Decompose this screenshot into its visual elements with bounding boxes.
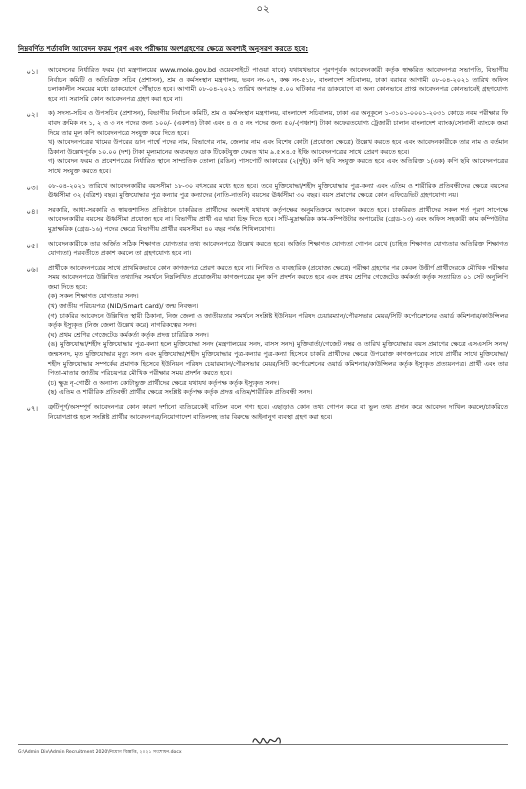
item-paragraph: গ) আবেদন ফরম ও প্রবেশপত্রের নির্ধারিত স্থানে সাম্প্রতিক তোলা (রঙিন) পাসপোর্ট আকারের (২(দুই)) কপি ছবি সংযুক্ত করতে হবে এবং অতিরিক্ত ১(এক) কপি ছবি আবেদনপত্রের সাথে সংযুক্ত করতে হবে। (48, 157, 508, 175)
item-body (48, 264, 508, 398)
item-paragraph: আবেদনকারীকে তার অর্জিত সঠিক শিক্ষাগত যোগ্যতার তথ্য আবেদনপত্রে উল্লেখ করতে হবে। অর্জিত শিক্ষাগত যোগ্যতা গোপন রেখে (চাহিত শিক্ষাগত যোগ্যতার অতিরিক্ত শিক্ষাগত যোগ্যতা) পরবর্তীতে প্রকাশ করলে তা গ্রহণযোগ্য হবে না। (48, 239, 508, 258)
item-paragraph: (চ) ক্ষুদ্র নৃ-গোষ্ঠী ও অন্যান্য কোটাভুক্ত প্রার্থীদের ক্ষেত্রে যথাযথ কর্তৃপক্ষ কর্তৃক ইস্যুকৃত সনদ। (48, 378, 280, 387)
list-item (18, 109, 508, 176)
item-paragraph: সরকারি, আধা-সরকারি ও স্বায়ত্তশাসিত প্রতিষ্ঠানে চাকরিরত প্রার্থীদের অবশ্যই যথাযথ কর্তৃপক্ষের অনুমতিক্রমে আবেদন করতে হবে। চাকরিরত প্রার্থীদের সকল শর্ত পূরণ সাপেক্ষে আবেদনকারীর বয়সের ঊর্ধ্বসীমা প্রযোজ্য হবে না। বিভাগীয় প্রার্থী এর দ্বারা চিহ্ন দিতে হবে। সাঁট-মুদ্রাক্ষরিক কাম-কম্পিউটার অপারেটর (গ্রেড-১৩) এবং অফিস সহকারী কাম কম্পিউটার মুদ্রাক্ষরিক (গ্রেড-১৬) পদের ক্ষেত্রে বিভাগীয় প্রার্থীর বয়সসীমা ৪০ বছর পর্যন্ত শিথিলযোগ্য। (48, 205, 508, 233)
item-paragraph: প্রার্থীকে আবেদনপত্রের সাথে প্রাথমিকভাবে কোন কাগজপত্র প্রেরণ করতে হবে না। লিখিত ও ব্যবহারিক (প্রযোজ্য ক্ষেত্রে) পরীক্ষা গ্রহণের পর কেবল উত্তীর্ণ প্রার্থীদেরকে মৌখিক পরীক্ষার সময় আবেদনপত্রে উল্লিখিত তথ্যাদির সমর্থনে নিম্নলিখিত প্রয়োজনীয় কাগজপত্রের মূল কপি প্রদর্শন করতে হবে এবং প্রথম শ্রেণির গেজেটেড কর্মকর্তা কর্তৃক সত্যায়িত ০১ সেট অনুলিপি জমা দিতে হবে: (48, 263, 508, 291)
list-item (18, 182, 508, 201)
item-paragraph: খ) আবেদনপত্রের খামের উপরের ডান পার্শ্বে পদের নাম, বিভাগের নাম, জেলার নাম এবং বিশেষ কোটা (প্রযোজ্য ক্ষেত্রে) উল্লেখ করতে হবে এবং আবেদনকারীকে তার নাম ও বর্তমান ঠিকানা উল্লেখপূর্বক ১০.০০ (দশ) টাকা মূল্যমানের অব্যবহৃত ডাক টিকেটযুক্ত ফেরত খাম ৯.৫×৪.৫ ইঞ্চি আবেদনপত্রের সাথে প্রেরণ করতে হবে। (48, 138, 508, 156)
item-number: ০২। (26, 111, 38, 120)
item-paragraph: (ছ) এতিম ও শারীরিক প্রতিবন্ধী প্রার্থীর ক্ষেত্রে সংশ্লিষ্ট কর্তৃপক্ষ কর্তৃক প্রদত্ত এতিম/শারীরিক প্রতিবন্ধী সনদ। (48, 388, 313, 397)
item-paragraph: ক) সদস্য-সচিব ও উপসচিব (প্রশাসন), বিভাগীয় নির্বাচন কমিটি, শ্রম ও কর্মসংস্থান মন্ত্রণালয়, বাংলাদেশ সচিবালয়, ঢাকা এর অনুকূলে ১-৩১০১-০০০১-২০৩১ কোডে নবম পরীক্ষার ফি বাবদ ক্রমিক নং ১, ২ ও ৩ নং পদের জন্য ১০০/- (একশত) টাকা এবং ৪ ও ৫ নং পদের জন্য ৫০/-(পঞ্চাশ) টাকা অফেরতযোগ্য ট্রেজারী চালান বাংলাদেশ ব্যাংক/সোনালী ব্যাংকে জমা দিয়ে তার মূল কপি আবেদনপত্রে সংযুক্ত করে দিতে হবে। (48, 109, 508, 137)
item-body (48, 206, 508, 235)
list-item (18, 240, 508, 259)
page-number: ০২ (256, 4, 270, 15)
item-paragraph: (ক) সকল শিক্ষাগত যোগ্যতার সনদ। (48, 292, 139, 301)
item-paragraph: আবেদনের নির্ধারিত ফরম (যা মন্ত্রণালয়ের www.mole.gov.bd ওয়েবসাইটে পাওয়া যাবে) যথাযথভাবে পূরণপূর্বক আবেদনকারী কর্তৃক স্বাক্ষরিত আবেদনপত্র সভাপতি, বিভাগীয় নির্বাচন কমিটি ও অতিরিক্ত সচিব (প্রশাসন), শ্রম ও কর্মসংস্থান মন্ত্রণালয়, ভবন নং-০৭, কক্ষ নং-৫১৮, বাংলাদেশ সচিবালয়, ঢাকা বরাবর আগামী ০৮-০৪-২০২১ তারিখ অফিস চলাকালীন সময়ের মধ্যে ডাকযোগে পৌঁছাতে হবে। আগামী ০৮-০৪-২০২১ তারিখ অপরাহ্ন ৫.০০ ঘটিকার পর ডাকযোগে বা অন্য কোনভাবে প্রাপ্ত আবেদনপত্র কোনভাবেই গ্রহণযোগ্য হবে না। সরাসরি কোন আবেদনপত্র গ্রহণ করা হবে না। (48, 66, 508, 103)
item-number: ০৩। (26, 183, 38, 192)
item-paragraph: (গ) চাকরির আবেদনে উল্লিখিত স্থায়ী ঠিকানা, নিজ জেলা ও জাতীয়তার সমর্থনে সংশ্লিষ্ট ইউনিয়ন পরিষদ চেয়ারম্যান/পৌরসভার মেয়র/সিটি কর্পোরেশনের ওয়ার্ড কমিশনার/কাউন্সিলর কর্তৃক ইস্যুকৃত (নিজ জেলা উল্লেখ করে) নাগরিকত্বের সনদ। (48, 311, 508, 330)
item-number: ০৫। (26, 241, 38, 250)
list-item (18, 66, 508, 104)
footer-divider (18, 744, 508, 745)
list-item (18, 403, 508, 422)
item-number: ০৪। (26, 207, 38, 216)
signature-initials (250, 728, 284, 752)
item-body (48, 403, 508, 422)
item-paragraph: ০৮-০৪-২০২১ তারিখে আবেদনকারীর বয়সসীমা ১৮-৩০ বৎসরের মধ্যে হতে হবে। তবে মুক্তিযোদ্ধা/শহীদ মুক্তিযোদ্ধার পুত্র-কন্যা এবং এতিম ও শারীরিক প্রতিবন্ধীদের ক্ষেত্রে বয়সের ঊর্ধ্বসীমা ৩২ (বত্রিশ) বছর। মুক্তিযোদ্ধার পুত্র কন্যার পুত্র কন্যাদের (নাতি-নাতনি) বয়সের ঊর্ধ্বসীমা ৩০ বছর। বয়স প্রমাণের ক্ষেত্রে কোন এফিডেভিট গ্রহণযোগ্য নয়। (48, 181, 508, 200)
item-number: ০৬। (26, 265, 38, 274)
item-body (48, 240, 508, 259)
item-paragraph: (খ) জাতীয় পরিচয়পত্র (NID/Smart card)/ জন্ম নিবন্ধন। (48, 302, 199, 311)
conditions-list (18, 66, 508, 427)
list-item (18, 206, 508, 235)
item-number: ০১। (26, 68, 38, 76)
item-body (48, 182, 508, 201)
item-paragraph: (ঘ) প্রথম শ্রেণির গেজেটেড কর্মকর্তা কর্তৃক প্রদত্ত চারিত্রিক সনদ। (48, 330, 209, 339)
item-number: ০৭। (26, 405, 38, 413)
conditions-heading: নিম্নবর্ণিত শর্তাবলি আবেদন ফরম পূরণ এবং পরীক্ষায় অংশগ্রহণের ক্ষেত্রে অবশ্যই অনুসরণ করতে হবে: (18, 44, 309, 53)
item-body (48, 109, 508, 176)
item-paragraph: ত্রুটিপূর্ণ/অসম্পূর্ণ আবেদনপত্র কোন কারণ দর্শানো ব্যতিরেকেই বাতিল বলে গণ্য হবে। এছাড়াও কোন তথ্য গোপন করে বা ভুল তথ্য প্রদান করে আবেদন দাখিল করলে/চাকরিতে নিয়োগপ্রাপ্ত হলে সংশ্লিষ্ট প্রার্থীর আবেদনপত্র/নিয়োগাদেশ বাতিলসহ তার বিরুদ্ধে আইনানুগ ব্যবস্থা গ্রহণ করা হবে। (48, 403, 508, 421)
footer-file-path: G:\Admin Div\Admin Recruitment 2020\নিয়োগ বিজ্ঞপ্তি, ২০২১ সংশোধন.docx (18, 750, 182, 755)
item-paragraph: (ঙ) মুক্তিযোদ্ধা/শহীদ মুক্তিযোদ্ধার পুত্র-কন্যা হলে মুক্তিযোদ্ধা সনদ (মন্ত্রণালয়ের সনদ, বাসস সনদ) মুক্তিবার্তা/গেজেট নম্বর ও তারিখ মুক্তিযোদ্ধার বয়স প্রমাণের ক্ষেত্রে এসএসসি সনদ/জন্মসনদ, মৃত মুক্তিযোদ্ধার মৃত্যু সনদ এবং মুক্তিযোদ্ধা/শহীদ মুক্তিযোদ্ধার পুত্র-কন্যার পুত্র-কন্যা হিসেবে চাকরি প্রার্থীদের ক্ষেত্রে উপরোক্ত কাগজপত্রের সাথে প্রার্থীর সাথে মুক্তিযোদ্ধা/শহীদ মুক্তিযোদ্ধার সম্পর্কের প্রমাণক হিসেবে ইউনিয়ন পরিষদ চেয়ারম্যান/পৌরসভার মেয়র/সিটি কর্পোরেশনের ওয়ার্ড কমিশনার/কাউন্সিলর কর্তৃক ইস্যুকৃত প্রত্যয়নপত্র। প্রার্থী এবং তার পিতা-মাতার জাতীয় পরিচয়পত্র মৌখিক পরীক্ষার সময় প্রদর্শন করতে হবে। (48, 340, 508, 378)
item-body (48, 66, 508, 104)
list-item (18, 264, 508, 398)
